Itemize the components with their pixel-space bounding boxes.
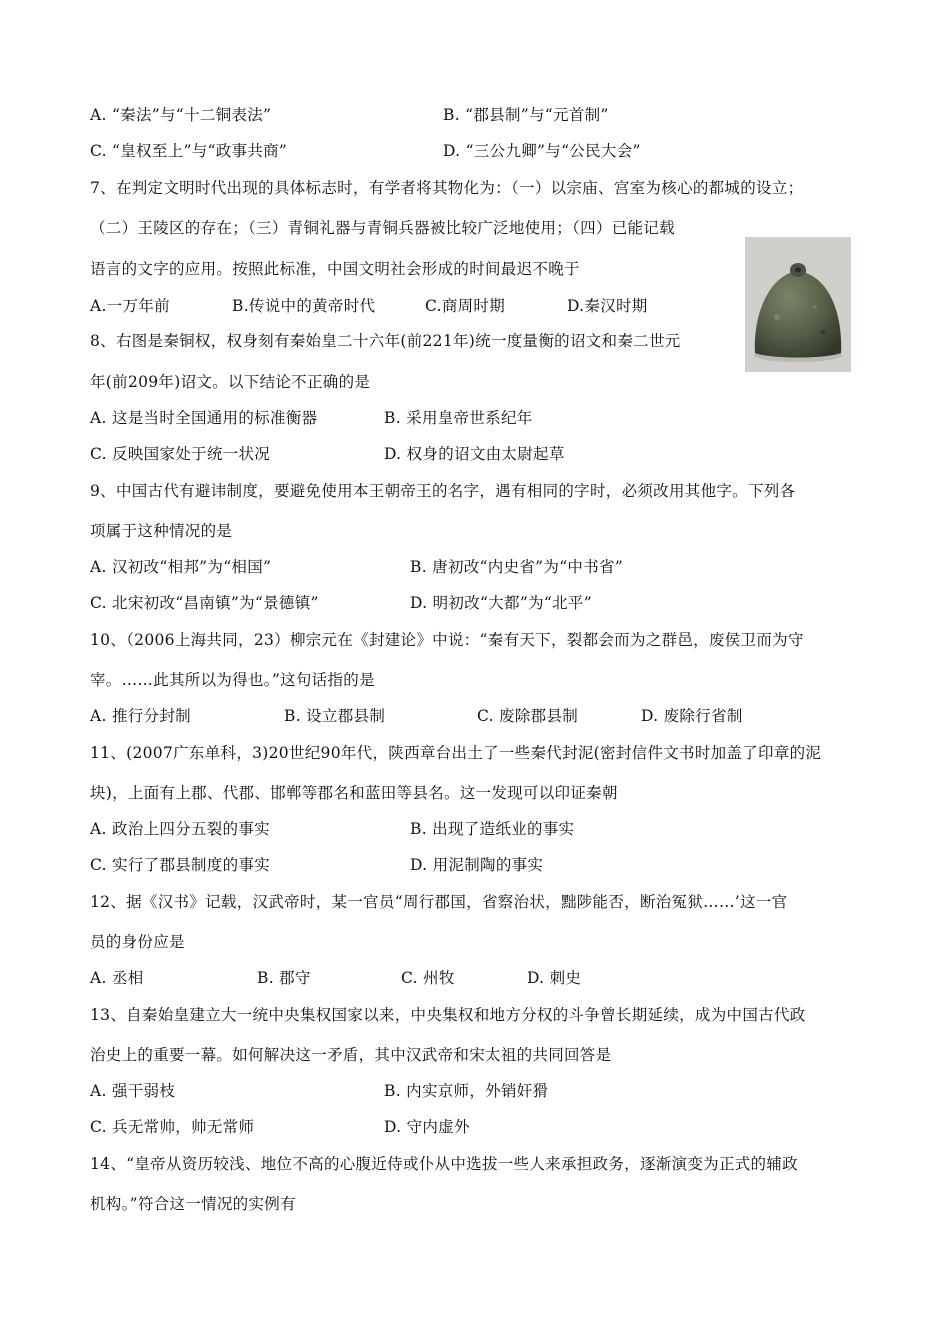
q8-stem-line2: 年(前209年)诏文。以下结论不正确的是 (90, 373, 371, 391)
q9-stem-line1: 9、中国古代有避讳制度，要避免使用本王朝帝王的名字，遇有相同的字时，必须改用其他字。下列各 (90, 482, 796, 500)
q9-option-c: C. 北宋初改“昌南镇”为“景德镇” (90, 594, 319, 612)
q8-option-a: A. 这是当时全国通用的标准衡器 (90, 409, 318, 427)
q8-option-b: B. 采用皇帝世系纪年 (384, 409, 533, 427)
q9-stem-line2: 项属于这种情况的是 (90, 522, 233, 540)
q14-stem-line2: 机构。”符合这一情况的实例有 (90, 1195, 296, 1213)
q12-option-c: C. 州牧 (401, 969, 455, 987)
q12-option-b: B. 郡守 (257, 969, 311, 987)
q11-option-b: B. 出现了造纸业的事实 (410, 820, 575, 838)
q13-stem-line1: 13、自秦始皇建立大一统中央集权国家以来，中央集权和地方分权的斗争曾长期延续，成为中国古代政 (90, 1006, 806, 1024)
q6-option-c: C. “皇权至上”与“政事共商” (90, 142, 288, 160)
q11-option-d: D. 用泥制陶的事实 (410, 856, 544, 874)
q7-option-c: C.商周时期 (425, 297, 506, 315)
q10-option-d: D. 废除行省制 (641, 707, 743, 725)
q7-option-b: B.传说中的黄帝时代 (232, 297, 376, 315)
q10-stem-line2: 宰。……此其所以为得也。”这句话指的是 (90, 671, 375, 689)
q10-option-c: C. 废除郡县制 (477, 707, 579, 725)
q8-option-d: D. 权身的诏文由太尉起草 (384, 445, 565, 463)
q7-option-d: D.秦汉时期 (567, 297, 648, 315)
bronze-weight-photo (745, 237, 851, 372)
q14-stem-line1: 14、“皇帝从资历较浅、地位不高的心腹近侍或仆从中选拔一些人来承担政务，逐渐演变为正式的辅政 (90, 1155, 798, 1173)
q6-option-b: B. “郡县制”与“元首制” (443, 106, 609, 124)
q13-stem-line2: 治史上的重要一幕。如何解决这一矛盾，其中汉武帝和宋太祖的共同回答是 (90, 1046, 612, 1064)
q10-option-b: B. 设立郡县制 (284, 707, 386, 725)
q10-stem-line1: 10、（2006上海共同，23）柳宗元在《封建论》中说：“秦有天下，裂都会而为之群邑，废侯卫而为守 (90, 631, 804, 649)
q9-option-a: A. 汉初改“相邦”为“相国” (90, 558, 272, 576)
q12-stem-line2: 员的身份应是 (90, 933, 185, 951)
q12-stem-line1: 12、据《汉书》记载，汉武帝时，某一官员“周行郡国，省察治状，黜陟能否，断治冤狱……’这一官 (90, 893, 788, 911)
q10-option-a: A. 推行分封制 (90, 707, 191, 725)
q6-option-d: D. “三公九卿”与“公民大会” (443, 142, 641, 160)
q9-option-d: D. 明初改“大都”为“北平” (410, 594, 592, 612)
q12-option-d: D. 刺史 (527, 969, 582, 987)
q7-stem-line2: （二）王陵区的存在；（三）青铜礼器与青铜兵器被比较广泛地使用；（四）已能记载 (90, 219, 675, 237)
q8-stem-line1: 8、右图是秦铜权，权身刻有秦始皇二十六年(前221年)统一度量衡的诏文和秦二世元 (90, 332, 681, 350)
q12-option-a: A. 丞相 (90, 969, 144, 987)
q13-option-c: C. 兵无常帅，帅无常师 (90, 1118, 255, 1136)
q13-option-d: D. 守内虚外 (384, 1118, 470, 1136)
q13-option-b: B. 内实京师，外销奸猾 (384, 1082, 549, 1100)
q7-stem-line1: 7、在判定文明时代出现的具体标志时，有学者将其物化为：（一）以宗庙、宫室为核心的都城的设立； (90, 179, 804, 197)
q7-stem-line3: 语言的文字的应用。按照此标准，中国文明社会形成的时间最迟不晚于 (90, 260, 580, 278)
q6-option-a: A. “秦法”与“十二铜表法” (90, 106, 272, 124)
q13-option-a: A. 强干弱枝 (90, 1082, 176, 1100)
q11-stem-line2: 块)，上面有上郡、代郡、邯郸等郡名和蓝田等县名。这一发现可以印证秦朝 (90, 784, 618, 802)
q11-option-c: C. 实行了郡县制度的事实 (90, 856, 271, 874)
q9-option-b: B. 唐初改“内史省”为“中书省” (410, 558, 624, 576)
q11-option-a: A. 政治上四分五裂的事实 (90, 820, 270, 838)
q8-option-c: C. 反映国家处于统一状况 (90, 445, 271, 463)
q7-option-a: A.一万年前 (90, 297, 170, 315)
q11-stem-line1: 11、(2007广东单科，3)20世纪90年代，陕西章台出土了一些秦代封泥(密封信件文书时加盖了印章的泥 (90, 744, 822, 762)
